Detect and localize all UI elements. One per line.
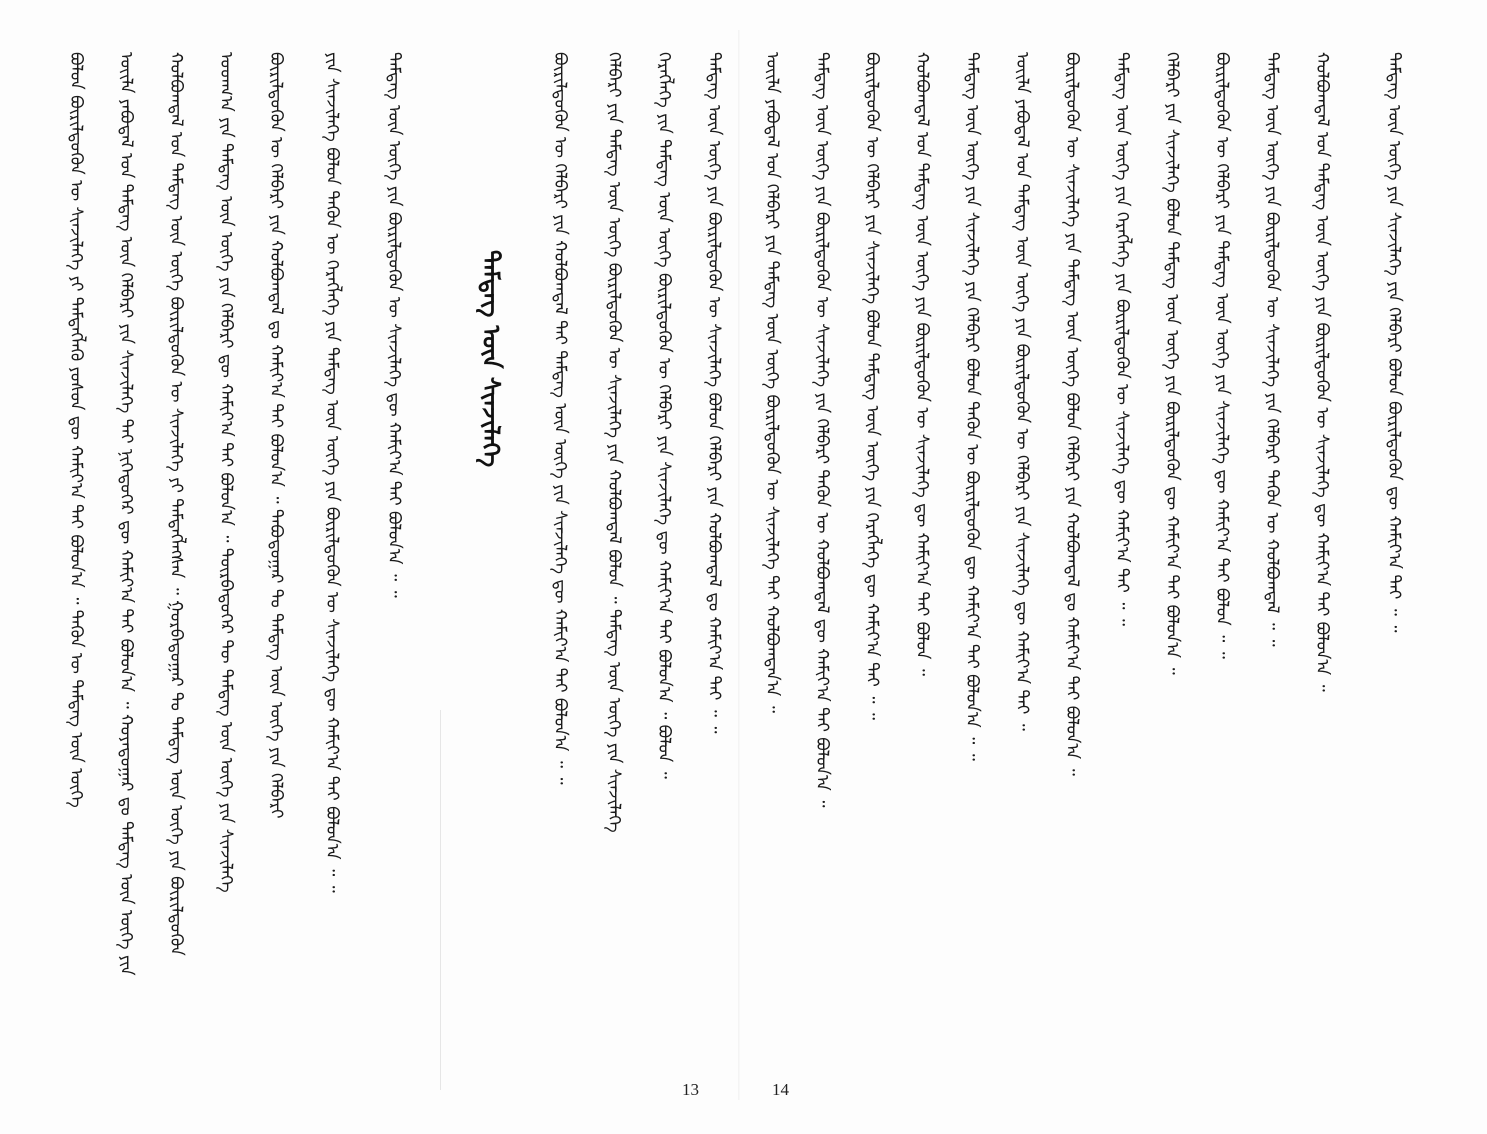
- text-column: ᠲᠡᠮᠳᠡᠭ ᠦᠨ ᠦᠭᠡ ᠶᠢᠨ ᠪᠦᠷᠢᠯᠳᠦᠬᠦᠨ ᠦ ᠰᠢᠨᠵᠢᠯᠡᠭᠡ ᠶᠢᠨ ᠬᠡᠯᠪᠡᠷᠢ ᠲᠡᠭᠦᠨ ᠦ ᠬᠣᠯᠪᠣᠭᠳᠠᠯ ᠳᠦ ᠬᠠᠮᠢᠶ᠎ᠠ ᠲᠠᠢ ᠪᠣᠯᠤᠨ᠎ᠠ ᠃: [812, 52, 832, 808]
- text-column: ᠲᠡᠮᠳᠡᠭ ᠦᠨ ᠦᠭᠡ ᠶᠢᠨ ᠪᠦᠷᠢᠯᠳᠦᠬᠦᠨ ᠦ ᠰᠢᠨᠵᠢᠯᠡᠭᠡ ᠪᠣᠯᠤᠨ ᠬᠡᠯᠪᠡᠷᠢ ᠶᠢᠨ ᠬᠣᠯᠪᠣᠭᠳᠠᠯ ᠳᠤ ᠬᠠᠮᠢᠶ᠎ᠠ ᠲᠠᠢ ᠃ ᠃: [704, 52, 724, 734]
- text-column: ᠪᠦᠷᠢᠯᠳᠦᠬᠦᠨ ᠦ ᠬᠡᠯᠪᠡᠷᠢ ᠶᠢᠨ ᠬᠣᠯᠪᠣᠭᠳᠠᠯ ᠲᠠᠢ ᠲᠡᠮᠳᠡᠭ ᠦᠨ ᠦᠭᠡ ᠶᠢᠨ ᠰᠢᠨᠵᠢᠯᠡᠭᠡ ᠳᠦ ᠬᠠᠮᠢᠶ᠎ᠠ ᠲᠠᠢ ᠪᠣᠯᠤᠨ᠎ᠠ ᠃ ᠃: [550, 52, 570, 785]
- text-column: ᠪᠦᠷᠢᠯᠳᠦᠬᠦᠨ ᠦ ᠬᠡᠯᠪᠡᠷᠢ ᠶᠢᠨ ᠬᠣᠯᠪᠣᠭᠳᠠᠯ ᠳᠤ ᠬᠠᠮᠢᠶ᠎ᠠ ᠲᠠᠢ ᠪᠣᠯᠤᠨ᠎ᠠ ᠃ ᠲᠠᠪᠤᠳᠤᠭᠠᠷ ᠲᠤ ᠲᠡᠮᠳᠡᠭ ᠦᠨ ᠦᠭᠡ ᠶᠢᠨ ᠬᠡᠯᠪᠡᠷᠢ: [266, 52, 286, 819]
- text-column: ᠬᠡᠷᠡᠭᠯᠡᠭᠡ ᠶᠢᠨ ᠲᠡᠮᠳᠡᠭ ᠦᠨ ᠦᠭᠡ ᠪᠦᠷᠢᠯᠳᠦᠬᠦᠨ ᠦ ᠬᠡᠯᠪᠡᠷᠢ ᠶᠢᠨ ᠰᠢᠨᠵᠢᠯᠡᠭᠡ ᠳᠦ ᠬᠠᠮᠢᠶ᠎ᠠ ᠲᠠᠢ ᠪᠣᠯᠤᠨ᠎ᠠ ᠃ ᠪᠣᠯᠤᠨ ᠃: [654, 52, 674, 779]
- text-column: ᠪᠣᠯᠣᠨ ᠪᠦᠷᠢᠯᠳᠦᠬᠦᠨ ᠦ ᠰᠢᠨᠵᠢᠯᠡᠭᠡ ᠶᠢ ᠲᠡᠮᠳᠡᠭᠯᠡᠬᠦ ᠶᠤᠰᠤᠨ ᠳᠦ ᠬᠠᠮᠢᠶ᠎ᠠ ᠲᠠᠢ ᠪᠣᠯᠤᠨ᠎ᠠ ᠃ ᠲᠡᠭᠦᠨ ᠦ ᠲᠡᠮᠳᠡᠭ ᠦᠨ ᠦᠭᠡ: [66, 52, 86, 808]
- text-column: ᠲᠡᠮᠳᠡᠭ ᠦᠨ ᠦᠭᠡ ᠶᠢᠨ ᠪᠦᠷᠢᠯᠳᠦᠬᠦᠨ ᠦ ᠰᠢᠨᠵᠢᠯᠡᠭᠡ ᠳᠦ ᠬᠠᠮᠢᠶ᠎ᠠ ᠲᠠᠢ ᠪᠣᠯᠤᠨ᠎ᠠ ᠃ ᠃: [384, 52, 404, 598]
- text-column: ᠪᠦᠷᠢᠯᠳᠦᠬᠦᠨ ᠦ ᠰᠢᠨᠵᠢᠯᠡᠭᠡ ᠶᠢᠨ ᠲᠡᠮᠳᠡᠭ ᠦᠨ ᠦᠭᠡ ᠪᠣᠯᠤᠨ ᠬᠡᠯᠪᠡᠷᠢ ᠶᠢᠨ ᠬᠣᠯᠪᠣᠭᠳᠠᠯ ᠳᠤ ᠬᠠᠮᠢᠶ᠎ᠠ ᠲᠠᠢ ᠪᠣᠯᠤᠨ᠎ᠠ ᠃: [1062, 52, 1082, 776]
- text-column: ᠲᠡᠮᠳᠡᠭ ᠦᠨ ᠦᠭᠡ ᠶᠢᠨ ᠬᠡᠷᠡᠭᠯᠡᠭᠡ ᠶᠢᠨ ᠪᠦᠷᠢᠯᠳᠦᠬᠦᠨ ᠦ ᠰᠢᠨᠵᠢᠯᠡᠭᠡ ᠳᠦ ᠬᠠᠮᠢᠶ᠎ᠠ ᠲᠠᠢ ᠃ ᠃: [1112, 52, 1132, 626]
- text-column: ᠪᠦᠷᠢᠯᠳᠦᠬᠦᠨ ᠦ ᠬᠡᠯᠪᠡᠷᠢ ᠶᠢᠨ ᠲᠡᠮᠳᠡᠭ ᠦᠨ ᠦᠭᠡ ᠶᠢᠨ ᠰᠢᠨᠵᠢᠯᠡᠭᠡ ᠳᠦ ᠬᠠᠮᠢᠶ᠎ᠠ ᠲᠠᠢ ᠪᠣᠯᠤᠨ ᠃ ᠃: [1212, 52, 1232, 659]
- text-column: ᠤᠳᠬ᠎ᠠ ᠶᠢᠨ ᠲᠡᠮᠳᠡᠭ ᠦᠨ ᠦᠭᠡ ᠶᠢᠨ ᠬᠡᠯᠪᠡᠷᠢ ᠳᠦ ᠬᠠᠮᠢᠶ᠎ᠠ ᠲᠠᠢ ᠪᠣᠯᠤᠨ᠎ᠠ ᠃ ᠳᠥᠷᠪᠡᠳᠦᠭᠡᠷ ᠲᠦ ᠲᠡᠮᠳᠡᠭ ᠦᠨ ᠦᠭᠡ ᠶᠢᠨ ᠰᠢᠨᠵᠢᠯᠡᠭᠡ: [216, 52, 236, 893]
- page-14: [740, 0, 1487, 1134]
- text-column: ᠦᠢᠯᠡ ᠶᠠᠪᠤᠳᠠᠯ ᠤᠨ ᠬᠡᠯᠪᠡᠷᠢ ᠶᠢᠨ ᠲᠡᠮᠳᠡᠭ ᠦᠨ ᠦᠭᠡ ᠪᠦᠷᠢᠯᠳᠦᠬᠦᠨ ᠦ ᠰᠢᠨᠵᠢᠯᠡᠭᠡ ᠲᠠᠢ ᠬᠣᠯᠪᠣᠭᠳᠠᠨ᠎ᠠ ᠃: [762, 52, 782, 713]
- text-column: ᠬᠣᠯᠪᠣᠭᠳᠠᠯ ᠤᠨ ᠲᠡᠮᠳᠡᠭ ᠦᠨ ᠦᠭᠡ ᠶᠢᠨ ᠪᠦᠷᠢᠯᠳᠦᠬᠦᠨ ᠦ ᠰᠢᠨᠵᠢᠯᠡᠭᠡ ᠳᠦ ᠬᠠᠮᠢᠶ᠎ᠠ ᠲᠠᠢ ᠪᠣᠯᠤᠨ᠎ᠠ ᠃: [1312, 52, 1332, 692]
- text-column: ᠶᠢᠨ ᠰᠢᠨᠵᠢᠯᠡᠭᠡ ᠪᠣᠯᠤᠨ ᠲᠡᠭᠦᠨ ᠦ ᠬᠡᠷᠡᠭᠯᠡᠭᠡ ᠶᠢᠨ ᠲᠡᠮᠳᠡᠭ ᠦᠨ ᠦᠭᠡ ᠶᠢᠨ ᠪᠦᠷᠢᠯᠳᠦᠬᠦᠨ ᠦ ᠰᠢᠨᠵᠢᠯᠡᠭᠡ ᠳᠦ ᠬᠠᠮᠢᠶ᠎ᠠ ᠲᠠᠢ ᠪᠣᠯᠤᠨ᠎ᠠ ᠃ ᠃: [322, 52, 342, 893]
- text-column: ᠬᠣᠯᠪᠣᠭᠳᠠᠯ ᠤᠨ ᠲᠡᠮᠳᠡᠭ ᠦᠨ ᠦᠭᠡ ᠪᠦᠷᠢᠯᠳᠦᠬᠦᠨ ᠦ ᠰᠢᠨᠵᠢᠯᠡᠭᠡ ᠶᠢ ᠲᠡᠮᠳᠡᠭᠯᠡᠭᠰᠡᠨ ᠃ ᠭᠤᠷᠪᠠᠳᠤᠭᠠᠷ ᠲᠤ ᠲᠡᠮᠳᠡᠭ ᠦᠨ ᠦᠭᠡ ᠶᠢᠨ ᠪᠦᠷᠢᠯᠳᠦᠬᠦᠨ: [166, 52, 186, 956]
- page-13: [0, 0, 740, 1134]
- text-column: ᠬᠡᠯᠪᠡᠷᠢ ᠶᠢᠨ ᠲᠡᠮᠳᠡᠭ ᠦᠨ ᠦᠭᠡ ᠪᠦᠷᠢᠯᠳᠦᠬᠦᠨ ᠦ ᠰᠢᠨᠵᠢᠯᠡᠭᠡ ᠶᠢᠨ ᠬᠣᠯᠪᠣᠭᠳᠠᠯ ᠪᠣᠯᠤᠨ ᠃ ᠲᠡᠮᠳᠡᠭ ᠦᠨ ᠦᠭᠡ ᠶᠢᠨ ᠰᠢᠨᠵᠢᠯᠡᠭᠡ: [604, 52, 624, 833]
- page-number: 13: [682, 1080, 699, 1099]
- text-column: ᠲᠡᠮᠳᠡᠭ ᠦᠨ ᠦᠭᠡ ᠶᠢᠨ ᠰᠢᠨᠵᠢᠯᠡᠭᠡ ᠶᠢᠨ ᠬᠡᠯᠪᠡᠷᠢ ᠪᠣᠯᠤᠨ ᠪᠦᠷᠢᠯᠳᠦᠬᠦᠨ ᠳᠦ ᠬᠠᠮᠢᠶ᠎ᠠ ᠲᠠᠢ ᠃ ᠃: [1384, 52, 1404, 633]
- text-column: ᠲᠡᠮᠳᠡᠭ ᠦᠨ ᠦᠭᠡ ᠶᠢᠨ ᠰᠢᠨᠵᠢᠯᠡᠭᠡ ᠶᠢᠨ ᠬᠡᠯᠪᠡᠷᠢ ᠪᠣᠯᠤᠨ ᠲᠡᠭᠦᠨ ᠦ ᠪᠦᠷᠢᠯᠳᠦᠬᠦᠨ ᠳᠦ ᠬᠠᠮᠢᠶ᠎ᠠ ᠲᠠᠢ ᠪᠣᠯᠤᠨ᠎ᠠ ᠃ ᠃: [962, 52, 982, 761]
- text-column: ᠬᠡᠯᠪᠡᠷᠢ ᠶᠢᠨ ᠰᠢᠨᠵᠢᠯᠡᠭᠡ ᠪᠣᠯᠤᠨ ᠲᠡᠮᠳᠡᠭ ᠦᠨ ᠦᠭᠡ ᠶᠢᠨ ᠪᠦᠷᠢᠯᠳᠦᠬᠦᠨ ᠳᠦ ᠬᠠᠮᠢᠶ᠎ᠠ ᠲᠠᠢ ᠪᠣᠯᠤᠨ᠎ᠠ ᠃: [1162, 52, 1182, 675]
- text-column: ᠬᠣᠯᠪᠣᠭᠳᠠᠯ ᠤᠨ ᠲᠡᠮᠳᠡᠭ ᠦᠨ ᠦᠭᠡ ᠶᠢᠨ ᠪᠦᠷᠢᠯᠳᠦᠬᠦᠨ ᠦ ᠰᠢᠨᠵᠢᠯᠡᠭᠡ ᠳᠦ ᠬᠠᠮᠢᠶ᠎ᠠ ᠲᠠᠢ ᠪᠣᠯᠤᠨ ᠃: [912, 52, 932, 676]
- text-column: ᠪᠦᠷᠢᠯᠳᠦᠬᠦᠨ ᠦ ᠬᠡᠯᠪᠡᠷᠢ ᠶᠢᠨ ᠰᠢᠨᠵᠢᠯᠡᠭᠡ ᠪᠣᠯᠤᠨ ᠲᠡᠮᠳᠡᠭ ᠦᠨ ᠦᠭᠡ ᠶᠢᠨ ᠬᠡᠷᠡᠭᠯᠡᠭᠡ ᠳᠦ ᠬᠠᠮᠢᠶ᠎ᠠ ᠲᠠᠢ ᠃ ᠃: [862, 52, 882, 720]
- page-number: 14: [772, 1080, 789, 1099]
- text-column: ᠦᠢᠯᠡ ᠶᠠᠪᠤᠳᠠᠯ ᠤᠨ ᠲᠡᠮᠳᠡᠭ ᠦᠨ ᠦᠭᠡ ᠶᠢᠨ ᠪᠦᠷᠢᠯᠳᠦᠬᠦᠨ ᠦ ᠬᠡᠯᠪᠡᠷᠢ ᠶᠢᠨ ᠰᠢᠨᠵᠢᠯᠡᠭᠡ ᠳᠦ ᠬᠠᠮᠢᠶ᠎ᠠ ᠲᠠᠢ ᠃: [1012, 52, 1032, 731]
- section-heading: ᠲᠡᠮᠳᠡᠭ ᠦᠨ ᠰᠢᠨᠵᠢᠯᠡᠭᠡ: [477, 250, 505, 468]
- text-column: ᠦᠢᠯᠡ ᠶᠠᠪᠤᠳᠠᠯ ᠤᠨ ᠲᠡᠮᠳᠡᠭ ᠦᠨ ᠬᠡᠯᠪᠡᠷᠢ ᠶᠢᠨ ᠰᠢᠨᠵᠢᠯᠡᠭᠡ ᠲᠠᠢ ᠨᠢᠭᠡᠳᠦᠭᠡᠷ ᠳᠦ ᠬᠠᠮᠢᠶ᠎ᠠ ᠲᠠᠢ ᠪᠣᠯᠤᠨ᠎ᠠ ᠃ ᠬᠣᠶᠠᠳᠤᠭᠠᠷ ᠳᠤ ᠲᠡᠮᠳᠡᠭ ᠦᠨ ᠦᠭᠡ ᠶᠢᠨ: [116, 52, 136, 976]
- text-column: ᠲᠡᠮᠳᠡᠭ ᠦᠨ ᠦᠭᠡ ᠶᠢᠨ ᠪᠦᠷᠢᠯᠳᠦᠬᠦᠨ ᠦ ᠰᠢᠨᠵᠢᠯᠡᠭᠡ ᠶᠢᠨ ᠬᠡᠯᠪᠡᠷᠢ ᠲᠡᠭᠦᠨ ᠦ ᠬᠣᠯᠪᠣᠭᠳᠠᠯ ᠃ ᠃: [1262, 52, 1282, 647]
